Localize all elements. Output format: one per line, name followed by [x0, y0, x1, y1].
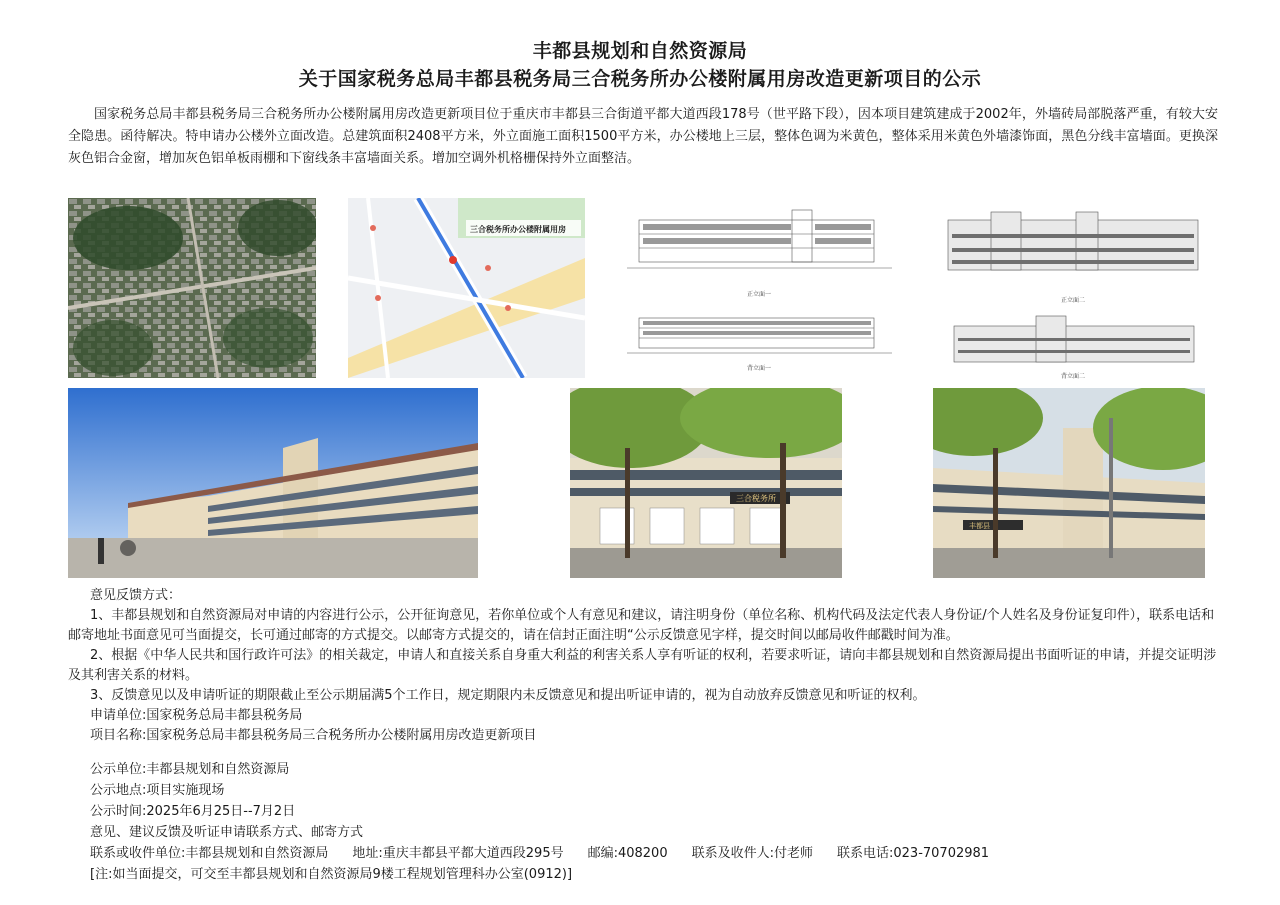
publish-location: 公示地点:项目实施现场: [90, 783, 225, 798]
elevation-drawings-1: [617, 198, 904, 378]
header-title: 丰都县规划和自然资源局: [532, 40, 748, 62]
building-rendering-perspective: [68, 388, 478, 578]
feedback-heading: 意见反馈方式：: [90, 588, 182, 603]
feedback-section: [68, 586, 1218, 746]
satellite-image: [68, 198, 316, 378]
elevation-drawings-2: [936, 198, 1212, 382]
label-front-elevation-2: 正立面二: [1061, 297, 1086, 304]
location-map: [348, 198, 585, 378]
label-back-elevation-1: 背立面一: [747, 365, 772, 372]
notice-title: 关于国家税务总局丰都县税务局三合税务所办公楼附属用房改造更新项目的公示: [298, 68, 982, 90]
publish-period: 公示时间:2025年6月25日--7月2日: [90, 804, 296, 819]
feedback-item-2: 2、根据《中华人民共和国行政许可法》的相关裁定，申请人和直接关系自身重大利益的利害关系人享有听证的权利，若要求听证，请向丰都县规划和自然资源局提出书面听证的申请，并提交证明涉及其利害关系的材料。: [68, 648, 1217, 683]
feedback-item-3: 3、反馈意见以及申请听证的期限截止至公示期届满5个工作日，规定期限内未反馈意见和提出听证申请的，视为自动放弃反馈意见和听证的权利。: [90, 688, 926, 703]
render-sign: 三合税务所: [736, 494, 776, 503]
map-label: 三合税务所办公楼附属用房: [470, 225, 566, 234]
project-name: 项目名称:国家税务总局丰都县税务局三合税务所办公楼附属用房改造更新项目: [90, 728, 537, 743]
building-rendering-street-2: [933, 388, 1205, 578]
label-back-elevation-2: 背立面二: [1061, 373, 1086, 380]
contact-heading: 意见、建议反馈及听证申请联系方式、邮寄方式: [90, 825, 364, 840]
publisher: 公示单位:丰都县规划和自然资源局: [90, 762, 290, 777]
contact-zip: 邮编:408200: [587, 846, 668, 861]
applicant: 申请单位:国家税务总局丰都县税务局: [90, 708, 303, 723]
project-description: 国家税务总局丰都县税务局三合税务所办公楼附属用房改造更新项目位于重庆市丰都县三合街道平都大道西段178号（世平路下段），因本项目建筑建成于2002年，外墙砖局部脱落严重，有较大安全隐患。函待解决。特申请办公楼外立面改造。总建筑面积2408平方米，外立面施工面积1500平方米，办公楼地上三层，整体色调为米黄色，整体采用米黄色外墙漆饰面，黑色分线丰富墙面。更换深灰色铝合金窗，增加灰色铝单板雨棚和下窗线条丰富墙面关系。增加空调外机格栅保持外立面整洁。: [68, 107, 1218, 166]
label-front-elevation-1: 正立面一: [747, 291, 772, 298]
contact-phone: 联系电话:023-70702981: [837, 846, 990, 861]
feedback-item-1: 1、丰都县规划和自然资源局对申请的内容进行公示，公开征询意见，若你单位或个人有意见和建议，请注明身份（单位名称、机构代码及法定代表人身份证/个人姓名及身份证复印件），联系电话和邮寄地址书面意见可当面提交，长可通过邮寄的方式提交。以邮寄方式提交的，请在信封正面注明“公示反馈意见字样，提交时间以邮局收件邮戳时间为准。: [68, 608, 1215, 643]
info-section: [68, 759, 1218, 885]
contact-line: [68, 843, 1218, 864]
building-rendering-street: [570, 388, 842, 578]
street-sign: 丰都县: [969, 522, 990, 530]
contact-person: 联系及收件人:付老师: [691, 846, 813, 861]
contact-address: 地址:重庆丰都县平都大道西段295号: [352, 846, 564, 861]
submission-note: [注:如当面提交，可交至丰都县规划和自然资源局9楼工程规划管理科办公室(0912)]: [90, 867, 573, 882]
contact-unit: 联系或收件单位:丰都县规划和自然资源局: [90, 846, 329, 861]
